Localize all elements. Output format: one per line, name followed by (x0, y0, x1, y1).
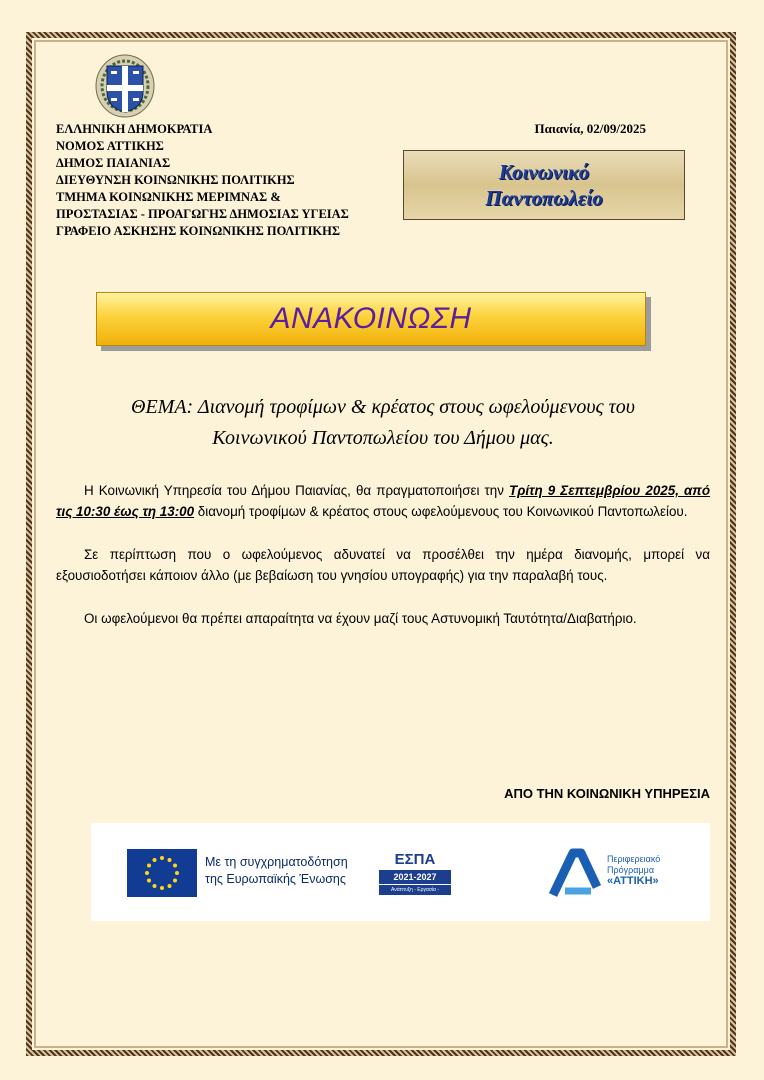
paragraph-schedule-end: διανομή τροφίμων & κρέατος στους ωφελούμενους του Κοινωνικού Παντοπωλείου. (194, 504, 688, 519)
announcement-title: ΑΝΑΚΟΙΝΩΣΗ (270, 302, 472, 335)
signature: ΑΠΟ ΤΗΝ ΚΟΙΝΩΝΙΚΗ ΥΠΗΡΕΣΙΑ (504, 786, 710, 801)
attiki-name: «ΑΤΤΙΚΗ» (607, 875, 659, 887)
document-date: Παιανία, 02/09/2025 (534, 121, 646, 136)
espa-logo (379, 851, 451, 903)
social-grocery-label (403, 150, 685, 220)
header-line: ΝΟΜΟΣ ΑΤΤΙΚΗΣ (56, 139, 164, 153)
paragraph-id-requirement: Οι ωφελούμενοι θα πρέπει απαραίτητα να έχουν μαζί τους Αστυνομική Ταυτότητα/Διαβατήριο. (84, 611, 637, 626)
attiki-program-text (607, 854, 677, 887)
announcement-banner (96, 292, 646, 346)
social-grocery-line1: Κοινωνικό (498, 160, 590, 184)
header-line: ΔΙΕΥΘΥΝΣΗ ΚΟΙΝΩΝΙΚΗΣ ΠΟΛΙΤΙΚΗΣ (56, 173, 295, 187)
subject-line2: Κοινωνικού Παντοπωλείου του Δήμου μας. (212, 427, 554, 449)
header-line: ΤΜΗΜΑ ΚΟΙΝΩΝΙΚΗΣ ΜΕΡΙΜΝΑΣ & (56, 190, 281, 204)
subject-line1: ΘΕΜΑ: Διανομή τροφίμων & κρέατος στους ωφελούμενους του (131, 396, 635, 418)
eu-text-line1: Με τη συγχρηματοδότηση (205, 855, 348, 869)
authority-header (56, 121, 416, 240)
attiki-line2: Πρόγραμμα (607, 865, 655, 875)
header-line: ΕΛΛΗΝΙΚΗ ΔΗΜΟΚΡΑΤΙΑ (56, 122, 213, 136)
funding-footer (91, 823, 710, 921)
eu-text-line2: της Ευρωπαϊκής Ένωσης (205, 872, 346, 886)
header-line: ΠΡΟΣΤΑΣΙΑΣ - ΠΡΟΑΓΩΓΗΣ ΔΗΜΟΣΙΑΣ ΥΓΕΙΑΣ (56, 207, 349, 221)
social-grocery-line2: Παντοπωλείο (485, 186, 603, 210)
attiki-program-icon (547, 847, 603, 901)
eu-flag-icon (127, 849, 197, 897)
subject (56, 392, 710, 454)
paragraph-schedule (56, 480, 710, 522)
paragraph-schedule-start: Η Κοινωνική Υπηρεσία του Δήμου Παιανίας, θα πραγματοποιήσει την (84, 483, 510, 498)
schedule-datetime: Τρίτη 9 Σεπτεμβρίου 2025, από τις 10:30 έως τη 13:00 (56, 483, 711, 519)
attiki-line1: Περιφερειακό (607, 854, 661, 864)
espa-subtitle: Ανάπτυξη - Εργασία - Αλληλεγγύη (379, 885, 451, 895)
announcement-body (56, 480, 710, 651)
header-line: ΓΡΑΦΕΙΟ ΑΣΚΗΣΗΣ ΚΟΙΝΩΝΙΚΗΣ ΠΟΛΙΤΙΚΗΣ (56, 224, 341, 238)
hellenic-emblem-icon (93, 52, 157, 118)
eu-cofunding-text (205, 854, 365, 888)
espa-title: ΕΣΠΑ (394, 851, 436, 868)
header-line: ΔΗΜΟΣ ΠΑΙΑΝΙΑΣ (56, 156, 171, 170)
espa-years: 2021-2027 (379, 870, 451, 884)
paragraph-authorization: Σε περίπτωση που ο ωφελούμενος αδυνατεί να προσέλθει την ημέρα διανομής, μπορεί να εξουσιοδοτήσει κάποιον άλλο (με βεβαίωση του γνησίου υπογραφής) για την παραλαβή τους. (56, 547, 710, 583)
